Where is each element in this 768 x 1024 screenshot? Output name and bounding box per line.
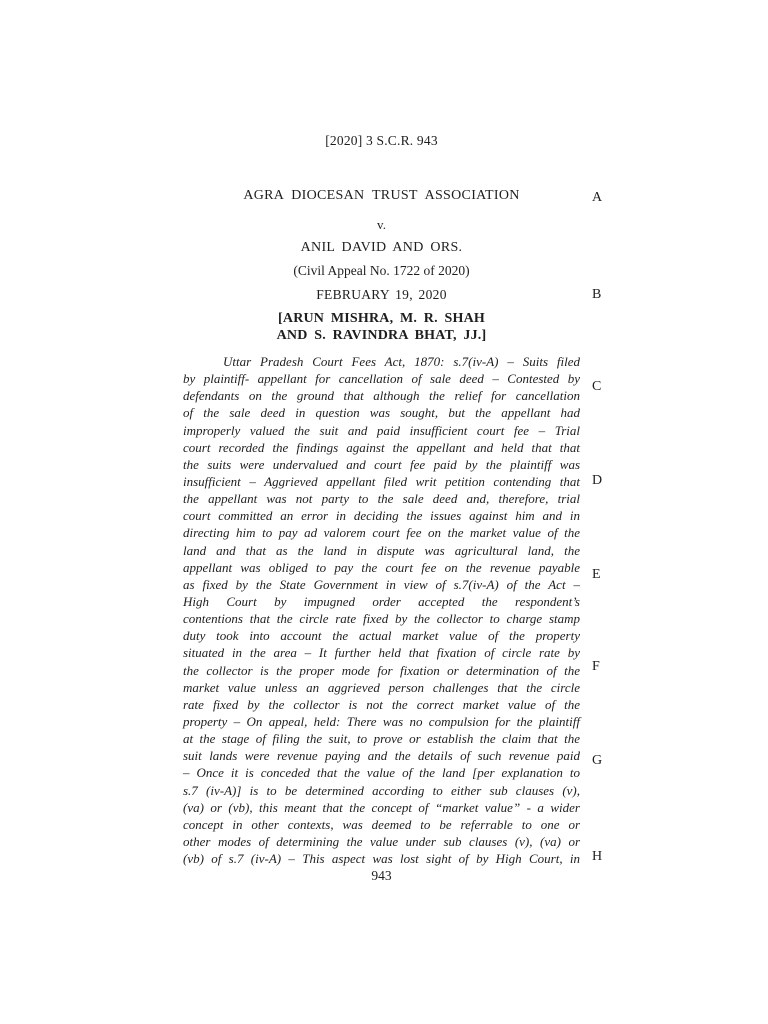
headnote-line: insufficient – Aggrieved appellant filed writ petition contending that <box>183 473 580 489</box>
margin-letter: D <box>592 473 603 488</box>
headnote-line: of the sale deed in question was sought, but the appellant had <box>183 405 580 421</box>
headnote-line: contentions that the circle rate fixed by the collector to charge stamp <box>183 611 580 627</box>
headnote-line: situated in the area – It further held that fixation of circle rate by <box>183 645 580 661</box>
headnote-line: by plaintiff- appellant for cancellation of sale deed – Contested by <box>183 371 580 387</box>
appellant-name: AGRA DIOCESAN TRUST ASSOCIATION <box>243 188 520 203</box>
headnote-line: concept in other contexts, was deemed to be referrable to one or <box>183 816 580 832</box>
headnote-line: improperly valued the suit and paid insufficient court fee – Trial <box>183 422 580 438</box>
margin-letter: G <box>592 753 603 768</box>
appeal-number: (Civil Appeal No. 1722 of 2020) <box>293 263 470 278</box>
report-citation: [2020] 3 S.C.R. 943 <box>325 133 438 148</box>
headnote-line: the appellant was not party to the sale deed and, therefore, trial <box>183 491 580 507</box>
headnote-text <box>183 353 580 867</box>
page-number: 943 <box>371 868 392 883</box>
headnote-line: the suits were undervalued and court fee paid by the plaintiff was <box>183 456 580 472</box>
margin-letter: C <box>592 379 602 394</box>
versus-label: v. <box>377 217 386 232</box>
headnote-line: s.7 (iv-A)] is to be determined according to either sub clauses (v), <box>183 782 580 798</box>
headnote-line: market value unless an aggrieved person challenges that the circle <box>183 679 580 695</box>
headnote-line: appellant was obliged to pay the court fee on the revenue payable <box>183 559 580 575</box>
headnote-line: the collector is the proper mode for fixation or determination of the <box>183 662 580 678</box>
headnote-line: other modes of determining the value under sub clauses (v), (va) or <box>183 833 580 849</box>
judges-block <box>183 310 580 344</box>
headnote-line: (va) or (vb), this meant that the concept of “market value” - a wider <box>183 799 580 815</box>
headnote-line: suit lands were revenue paying and the details of such revenue paid <box>183 748 580 764</box>
headnote-line: – Once it is conceded that the value of the land [per explanation to <box>183 765 580 781</box>
margin-letter-column <box>592 0 612 1024</box>
margin-letter: F <box>592 659 601 674</box>
margin-letter: A <box>592 190 603 205</box>
headnote-line: court committed an error in deciding the issues against him and in <box>183 508 580 524</box>
margin-letter: E <box>592 567 601 582</box>
headnote-line: directing him to pay ad valorem court fee on the market value of the <box>183 525 580 541</box>
headnote-line: property – On appeal, held: There was no compulsion for the plaintiff <box>183 713 580 729</box>
judges-line-2: AND S. RAVINDRA BHAT, JJ.] <box>276 328 487 343</box>
margin-letter: B <box>592 287 602 302</box>
margin-letter: H <box>592 849 603 864</box>
judges-line-1: [ARUN MISHRA, M. R. SHAH <box>278 311 485 326</box>
headnote-line: rate fixed by the collector is not the correct market value of the <box>183 696 580 712</box>
headnote-line: duty took into account the actual market value of the property <box>183 628 580 644</box>
headnote-line: defendants on the ground that although the relief for cancellation <box>183 388 580 404</box>
judgment-date: FEBRUARY 19, 2020 <box>316 287 447 302</box>
respondent-name: ANIL DAVID AND ORS. <box>300 240 463 255</box>
headnote-line: court recorded the findings against the appellant and held that that <box>183 439 580 455</box>
headnote-line: High Court by impugned order accepted the respondent’s <box>183 593 580 609</box>
headnote-line: Uttar Pradesh Court Fees Act, 1870: s.7(iv-A) – Suits filed <box>223 354 580 369</box>
headnote-line: (vb) of s.7 (iv-A) – This aspect was lost sight of by High Court, in <box>183 851 580 867</box>
headnote-line: as fixed by the State Government in view of s.7(iv-A) of the Act – <box>183 576 580 592</box>
headnote-line: at the stage of filing the suit, to prove or establish the claim that the <box>183 731 580 747</box>
headnote-line: land and that as the land in dispute was agricultural land, the <box>183 542 580 558</box>
